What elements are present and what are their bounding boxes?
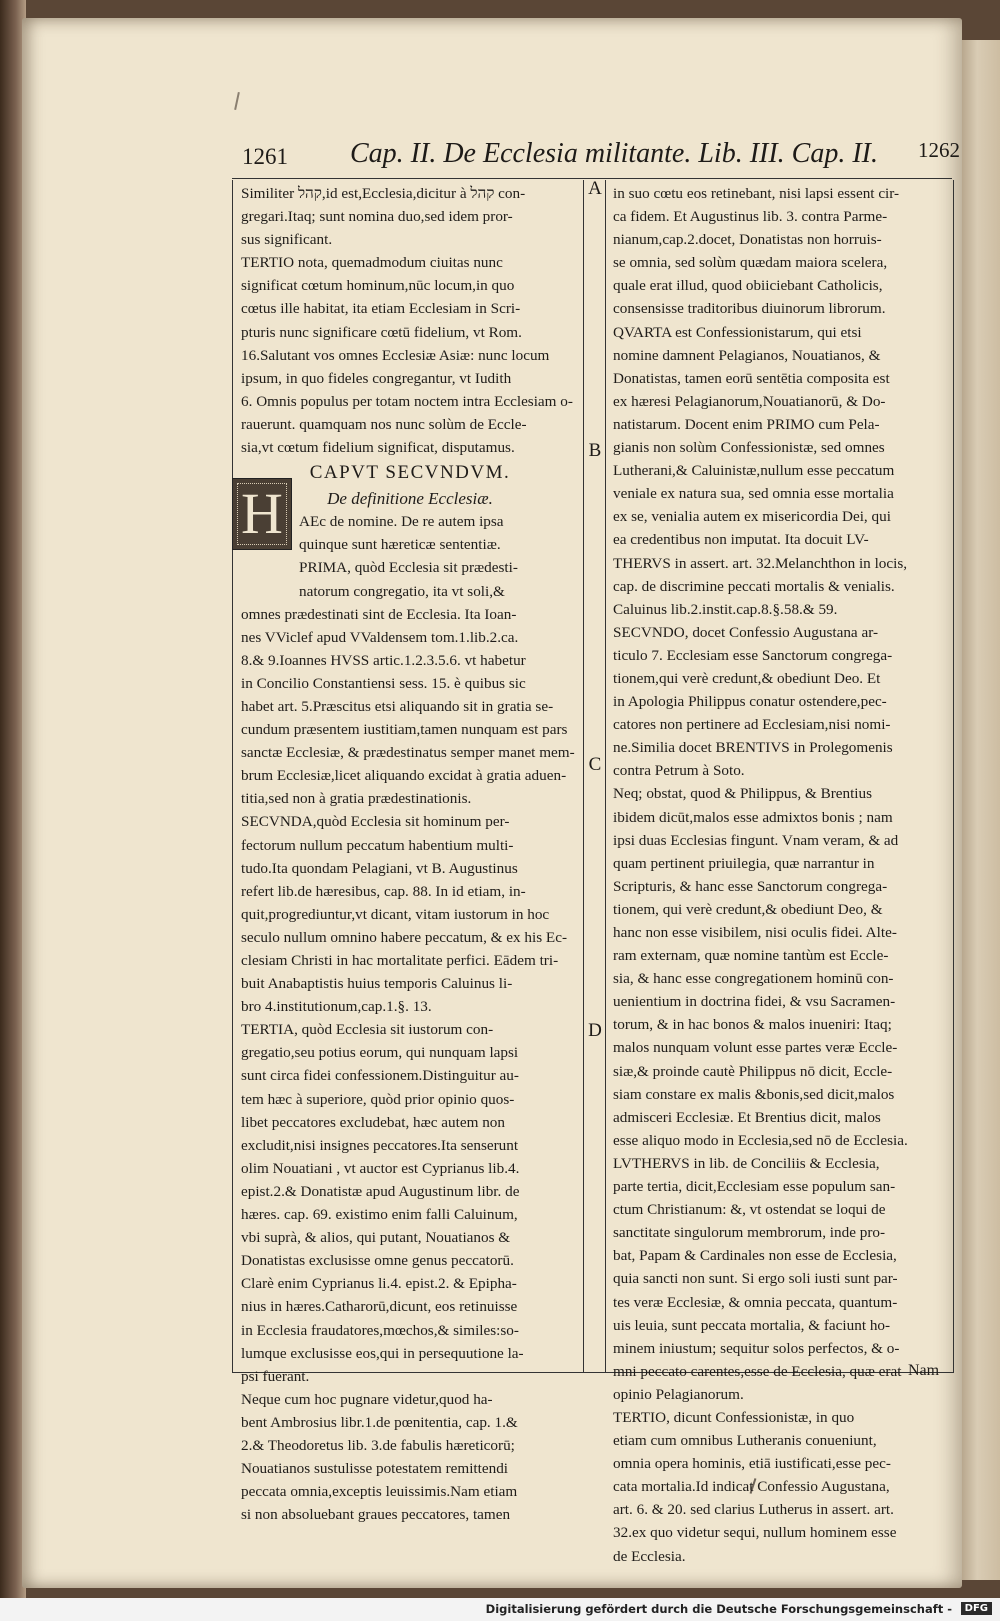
- text-line: bro 4.institutionum,cap.1.§. 13.: [241, 998, 432, 1016]
- margin-letter-c: C: [588, 754, 602, 775]
- text-line: esse aliquo modo in Ecclesia,sed nō de Ecclesia.: [613, 1131, 908, 1149]
- text-line: 6. Omnis populus per totam noctem intra Ecclesiam o-: [241, 392, 573, 410]
- text-line: PRIMA, quòd Ecclesia sit prædesti-: [299, 559, 518, 577]
- text-line: ipsi duas Ecclesias fingunt. Vnam veram, & ad: [613, 831, 899, 849]
- text-line: rauerunt. quamquam nos nunc solùm de Eccle-: [241, 415, 527, 433]
- text-line: sia, & hanc esse congregationem hominū con-: [613, 970, 894, 988]
- text-line: sus significant.: [241, 231, 333, 249]
- text-line: olim Nouatiani , vt auctor est Cyprianus lib.4.: [241, 1159, 520, 1177]
- text-line: si non absoluebant graues peccatores, tamen: [241, 1506, 511, 1524]
- text-line: cap. de discrimine peccati mortalis & venialis.: [613, 577, 895, 595]
- facing-page-edge: [962, 40, 1000, 1580]
- text-line: veniale ex natura sua, sed omnia esse mortalia: [613, 485, 894, 503]
- text-line: tionem,qui verè credunt,& obediunt Deo. Et: [613, 669, 881, 687]
- text-line: bat, Papam & Cardinales non esse de Ecclesia,: [613, 1247, 897, 1265]
- text-line: cundum præsentem iustitiam,tamen nunquam est pars: [241, 721, 568, 739]
- text-line: ipsum, in quo fideles congregantur, vt Iudith: [241, 369, 512, 387]
- text-line: nes VViclef apud VValdensem tom.1.lib.2.ca.: [241, 628, 519, 646]
- text-line: Scripturis, & hanc esse Sanctorum congrega-: [613, 877, 888, 895]
- text-line: sanctitate singulorum membrorum, inde pro-: [613, 1224, 886, 1242]
- text-line: ne.Similia docet BRENTIVS in Prolegomenis: [613, 739, 893, 757]
- text-line: lumque exclusisse eos,qui in persequutione la-: [241, 1344, 524, 1362]
- text-line: nius in hæres.Catharorū,dicunt, eos retinuisse: [241, 1298, 518, 1316]
- text-line: brum Ecclesiæ,licet aliquando excidat à gratia aduen-: [241, 767, 567, 785]
- text-line: 16.Salutant vos omnes Ecclesiæ Asiæ: nunc locum: [241, 346, 550, 364]
- text-line: ticulo 7. Ecclesiam esse Sanctorum congrega-: [613, 646, 893, 664]
- footer-bar: [0, 1598, 1000, 1621]
- text-line: etiam cum omnibus Lutheranis conueniunt,: [613, 1432, 877, 1450]
- margin-letter-a: A: [588, 178, 602, 199]
- text-line: uenientium in doctrina fidei, & vsu Sacramen-: [613, 993, 896, 1011]
- text-line: hanc non esse visibilem, nisi oculis fidei. Alte-: [613, 924, 897, 941]
- text-line: minem iniustum; sequitur solos perfectos, & o-: [613, 1339, 900, 1357]
- text-line: contra Petrum à Soto.: [613, 762, 745, 780]
- text-line: psi fuerant.: [241, 1367, 310, 1385]
- text-line: admisceri Ecclesiæ. Et Brentius dicit, malos: [613, 1108, 881, 1126]
- running-title: Cap. II. De Ecclesia militante. Lib. III. Cap. II.: [350, 138, 879, 169]
- text-line: tionem, qui verè credunt,& obediunt Deo, &: [613, 900, 883, 918]
- text-line: clesiam Christi in hac mortalitate perfici. Eādem tri-: [241, 952, 559, 969]
- text-line: libet peccatores excludebat, hæc autem non: [241, 1113, 505, 1131]
- text-line: QVARTA est Confessionistarum, qui etsi: [613, 323, 862, 341]
- text-line: ram externam, quæ nomine tantùm est Eccle-: [613, 947, 889, 965]
- chapter-subtitle: De definitione Ecclesiæ.: [327, 489, 493, 509]
- text-line: siæ,& proinde cautè Philippus nō dicit, Eccle-: [613, 1062, 893, 1080]
- text-line: hæres. cap. 69. existimo enim falli Caluinum,: [241, 1206, 518, 1224]
- text-line: sunt circa fidei confessionem.Distinguitur au-: [241, 1067, 519, 1085]
- text-line: in suo cœtu eos retinebant, nisi lapsi essent cir-: [613, 185, 900, 202]
- text-line: opinio Pelagianorum.: [613, 1385, 744, 1403]
- text-line: quale erat illud, quod obiiciebant Catholicis,: [613, 277, 883, 295]
- text-line: Neq; obstat, quod & Philippus, & Brentius: [613, 785, 873, 803]
- text-line: ibidem dicūt,malos esse admixtos bonis ; nam: [613, 808, 893, 826]
- text-line: bent Ambrosius libr.1.de pœnitentia, cap. 1.&: [241, 1413, 518, 1431]
- text-line: sia,vt cœtum fidelium significat, disputamus.: [241, 439, 515, 457]
- text-line: quia sancti non sunt. Si ergo soli iusti sunt par-: [613, 1270, 898, 1288]
- left-text-column: [241, 182, 579, 1526]
- text-line: SECVNDO, docet Confessio Augustana ar-: [613, 623, 879, 641]
- decorated-initial: H: [232, 478, 292, 550]
- text-line: natorum congregatio, ita vt soli,&: [299, 582, 505, 600]
- text-line: Similiter קהל,id est,Ecclesia,dicitur à קהל con-: [241, 185, 526, 202]
- column-rule-left: [583, 180, 584, 1372]
- text-line: Lutherani,& Caluinistæ,nullum esse peccatum: [613, 462, 895, 480]
- text-line: parte tertia, dicit,Ecclesiam esse populum san-: [613, 1178, 896, 1196]
- margin-letter-d: D: [588, 1020, 602, 1041]
- text-line: SECVNDA,quòd Ecclesia sit hominum per-: [241, 813, 510, 831]
- text-line: consensisse traditoribus diuinorum librorum.: [613, 300, 886, 318]
- text-line: excludit,nisi insignes peccatores.Ita senserunt: [241, 1136, 519, 1154]
- text-line: ea credentibus non imputat. Ita docuit LV-: [613, 531, 869, 549]
- text-line: gianis non solùm Confessionistæ, sed omnes: [613, 439, 885, 457]
- text-line: 2.& Theodoretus lib. 3.de fabulis hæreticorū;: [241, 1436, 515, 1454]
- text-line: Clarè enim Cyprianus li.4. epist.2. & Epipha-: [241, 1275, 517, 1293]
- text-line: Caluinus lib.2.instit.cap.8.§.58.& 59.: [613, 600, 838, 618]
- text-line: ctum Christianum: &, vt ostendat se loqui de: [613, 1201, 886, 1219]
- text-line: Donatistas, tamen eorū sentētia composita est: [613, 369, 890, 387]
- text-line: malos nunquam volunt esse partes veræ Eccle-: [613, 1039, 898, 1057]
- text-line: habet art. 5.Præscitus etsi aliquando sit in gratia se-: [241, 697, 554, 715]
- text-line: art. 6. & 20. sed clarius Lutherus in assert. art.: [613, 1501, 894, 1519]
- text-line: in Apologia Philippus conatur ostendere,pec-: [613, 693, 887, 711]
- text-line: 32.ex quo videtur sequi, nullum hominem esse: [613, 1524, 897, 1542]
- text-line: AEc de nomine. De re autem ipsa: [299, 513, 504, 531]
- text-line: quinque sunt hæreticæ sententiæ.: [299, 536, 501, 554]
- footer-credit: Digitalisierung gefördert durch die Deutsche Forschungsgemeinschaft -: [485, 1602, 952, 1616]
- text-line: tem hæc à superiore, quòd prior opinio quos-: [241, 1090, 515, 1108]
- page-number-right: 1262: [918, 138, 960, 162]
- text-line: siam constare ex malis &bonis,sed dicit,malos: [613, 1085, 895, 1103]
- text-line: sanctæ Ecclesiæ, & prædestinatus semper manet mem-: [241, 744, 575, 762]
- text-line: peccata omnia,exceptis leuissimis.Nam etiam: [241, 1483, 518, 1501]
- text-line: refert lib.de hæresibus, cap. 88. In id etiam, in-: [241, 882, 526, 900]
- text-line: mni peccato carentes,esse de Ecclesia, quæ erat: [613, 1362, 902, 1380]
- text-line: omnes prædestinati sint de Ecclesia. Ita Ioan-: [241, 605, 517, 623]
- running-header: [232, 138, 960, 179]
- text-line: de Ecclesia.: [613, 1547, 686, 1565]
- text-line: vbi suprà, & alios, qui putant, Nouatianos &: [241, 1229, 511, 1247]
- page-number-left: 1261: [242, 144, 288, 169]
- text-line: TERTIO, dicunt Confessionistæ, in quo: [613, 1408, 855, 1426]
- text-line: significat cœtum hominum,nūc locum,in quo: [241, 277, 515, 295]
- text-line: gregatio,seu potius eorum, qui nunquam lapsi: [241, 1044, 519, 1062]
- dfg-logo-badge: DFG: [961, 1602, 992, 1615]
- text-line: torum, & in hac bonos & malos inueniri: Itaq;: [613, 1016, 892, 1034]
- text-line: uis leuia, sunt peccata mortalia, & faciunt ho-: [613, 1316, 891, 1334]
- text-line: natistarum. Docent enim PRIMO cum Pela-: [613, 415, 880, 433]
- text-line: ex hæresi Pelagianorum,Nouatianorū, & Do-: [613, 392, 886, 410]
- text-line: TERTIO nota, quemadmodum ciuitas nunc: [241, 254, 503, 272]
- text-line: catores non pertinere ad Ecclesiam,nisi nomi-: [613, 716, 891, 734]
- text-line: TERTIA, quòd Ecclesia sit iustorum con-: [241, 1021, 494, 1039]
- text-line: in Ecclesia fraudatores,mœchos,& similes:so-: [241, 1321, 519, 1339]
- right-text-column: [613, 182, 947, 1568]
- text-line: cata mortalia.Id indicat Confessio Augustana,: [613, 1478, 890, 1496]
- text-line: Neque cum hoc pugnare videtur,quod ha-: [241, 1390, 493, 1408]
- text-line: quam pertinent priuilegia, quæ narrantur in: [613, 854, 875, 872]
- text-line: fectorum nullum peccatum habentium multi-: [241, 836, 514, 854]
- text-frame: [232, 178, 954, 1565]
- text-line: titia,sed non à gratia prædestinationis.: [241, 790, 472, 808]
- text-line: quit,progrediuntur,vt dicant, vitam iustorum in hoc: [241, 905, 550, 923]
- text-line: in Concilio Constantiensi sess. 15. è quibus sic: [241, 674, 526, 692]
- text-line: cœtus ille habitat, ita etiam Ecclesiam in Scri-: [241, 300, 521, 318]
- text-line: nomine damnent Pelagianos, Nouatianos, &: [613, 346, 881, 364]
- text-line: epist.2.& Donatistæ apud Augustinum libr. de: [241, 1182, 520, 1200]
- catchword: Nam: [908, 1362, 940, 1379]
- column-rule-right: [605, 180, 606, 1372]
- text-line: gregari.Itaq; sunt nomina duo,sed idem pror-: [241, 208, 513, 226]
- margin-letter-b: B: [588, 440, 602, 461]
- chapter-heading: CAPVT SECVNDVM.: [309, 462, 511, 484]
- text-line: Donatistas exclusisse omne genus peccatorū.: [241, 1252, 514, 1270]
- text-line: seculo nullum omnino habere peccatum, & ex his Ec-: [241, 928, 568, 946]
- text-line: nianum,cap.2.docet, Donatistas non horruis-: [613, 231, 882, 249]
- text-line: tudo.Ita quondam Pelagiani, vt B. Augustinus: [241, 859, 518, 877]
- text-line: 8.& 9.Ioannes HVSS artic.1.2.3.5.6. vt habetur: [241, 651, 526, 669]
- text-line: Nouatianos sustulisse potestatem remittendi: [241, 1460, 509, 1478]
- text-line: buit Anabaptistis huius temporis Caluinus li-: [241, 975, 513, 993]
- text-line: LVTHERVS in lib. de Conciliis & Ecclesia,: [613, 1154, 880, 1172]
- text-line: THERVS in assert. art. 32.Melanchthon in locis,: [613, 554, 908, 572]
- text-line: pturis nunc significare cœtū fidelium, vt Rom.: [241, 323, 522, 341]
- text-line: ex se, venialia autem ex misericordia Dei, qui: [613, 508, 891, 526]
- text-line: se omnia, sed solùm quædam maiora scelera,: [613, 254, 888, 272]
- text-line: tes veræ Ecclesiæ, & omnia peccata, quantum-: [613, 1293, 898, 1311]
- text-line: omnia opera hominis, etiā iustificati,esse pec-: [613, 1455, 891, 1473]
- text-line: ca fidem. Et Augustinus lib. 3. contra Parme-: [613, 208, 888, 226]
